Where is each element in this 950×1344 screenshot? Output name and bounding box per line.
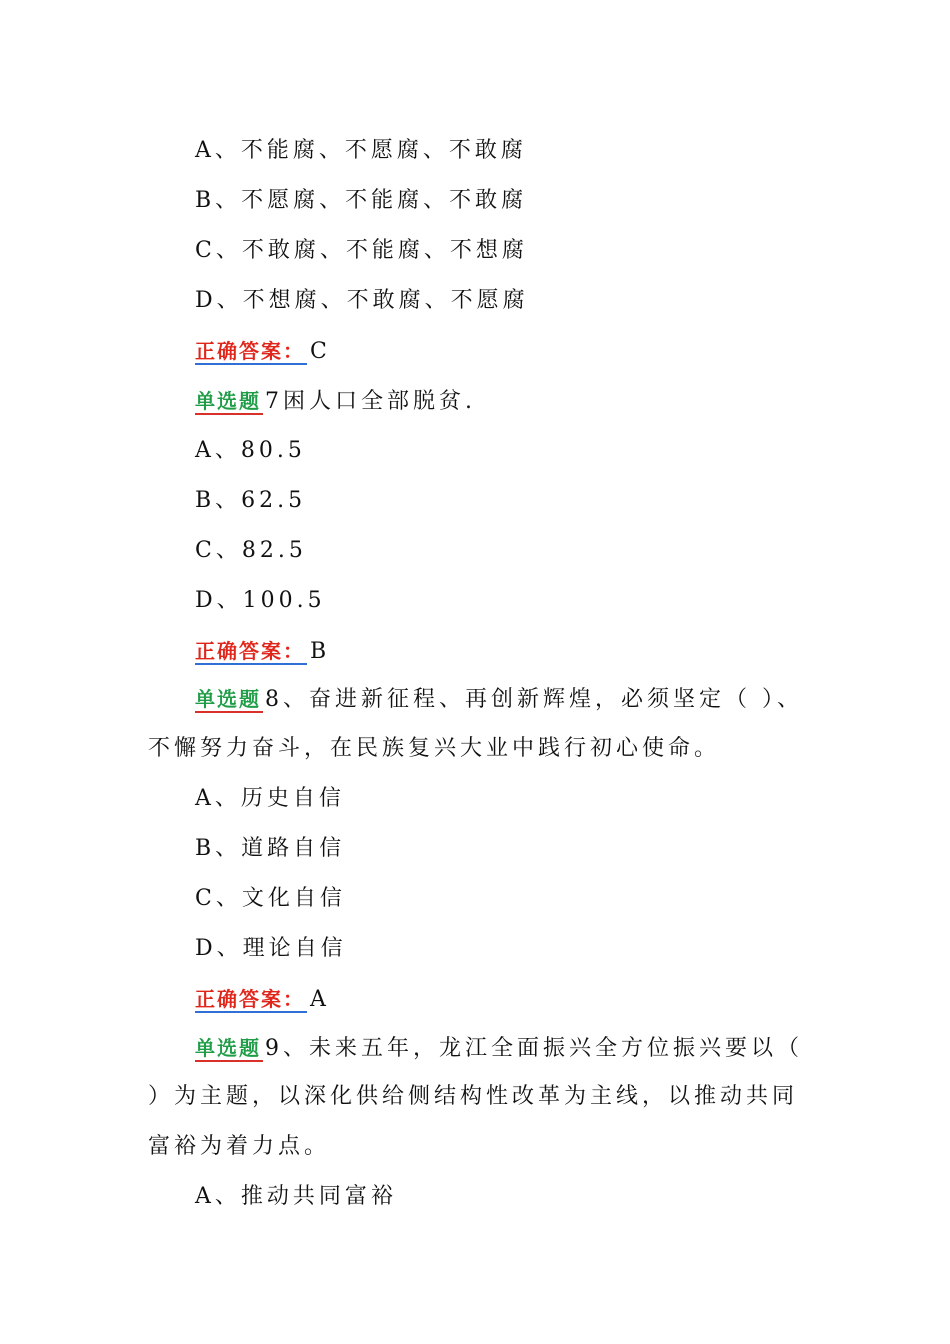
answer-value: A xyxy=(310,987,330,1012)
answer-label: 正确答案： xyxy=(195,339,305,363)
q8-option-b: B、道路自信 xyxy=(195,836,346,861)
answer-label: 正确答案： xyxy=(195,987,305,1011)
q7-answer xyxy=(195,636,330,667)
question-text: 8、奋进新征程、再创新辉煌，必须坚定（ ）、 xyxy=(265,687,803,712)
q6-answer xyxy=(195,336,331,367)
q8-option-d: D、理论自信 xyxy=(195,936,347,961)
q7-question xyxy=(195,386,476,417)
q8-question xyxy=(195,684,803,715)
q8-answer xyxy=(195,984,330,1015)
q6-option-b: B、不愿腐、不能腐、不敢腐 xyxy=(195,188,528,213)
q7-option-c: C、82.5 xyxy=(195,538,307,563)
answer-label: 正确答案： xyxy=(195,639,305,663)
q8-option-c: C、文化自信 xyxy=(195,886,346,911)
question-text: 9、未来五年，龙江全面振兴全方位振兴要以（ xyxy=(265,1036,803,1061)
q8-question-continued: 不懈努力奋斗，在民族复兴大业中践行初心使命。 xyxy=(148,736,721,761)
q9-question-continued-2: 富裕为着力点。 xyxy=(148,1134,331,1159)
answer-value: C xyxy=(310,339,331,364)
q6-option-d: D、不想腐、不敢腐、不愿腐 xyxy=(195,288,529,313)
question-type-label: 单选题 xyxy=(195,389,261,413)
q9-question-continued: ）为主题，以深化供给侧结构性改革为主线，以推动共同 xyxy=(148,1084,799,1109)
q6-option-c: C、不敢腐、不能腐、不想腐 xyxy=(195,238,528,263)
q8-option-a: A、历史自信 xyxy=(195,786,345,811)
q7-option-a: A、80.5 xyxy=(195,438,306,463)
q6-option-a: A、不能腐、不愿腐、不敢腐 xyxy=(195,138,527,163)
question-type-label: 单选题 xyxy=(195,1036,261,1060)
question-type-label: 单选题 xyxy=(195,687,261,711)
q9-option-a: A、推动共同富裕 xyxy=(195,1184,397,1209)
q9-question xyxy=(195,1033,803,1064)
q7-option-d: D、100.5 xyxy=(195,588,326,613)
q7-option-b: B、62.5 xyxy=(195,488,307,513)
question-text: 7困人口全部脱贫. xyxy=(265,389,476,414)
answer-value: B xyxy=(310,639,331,664)
